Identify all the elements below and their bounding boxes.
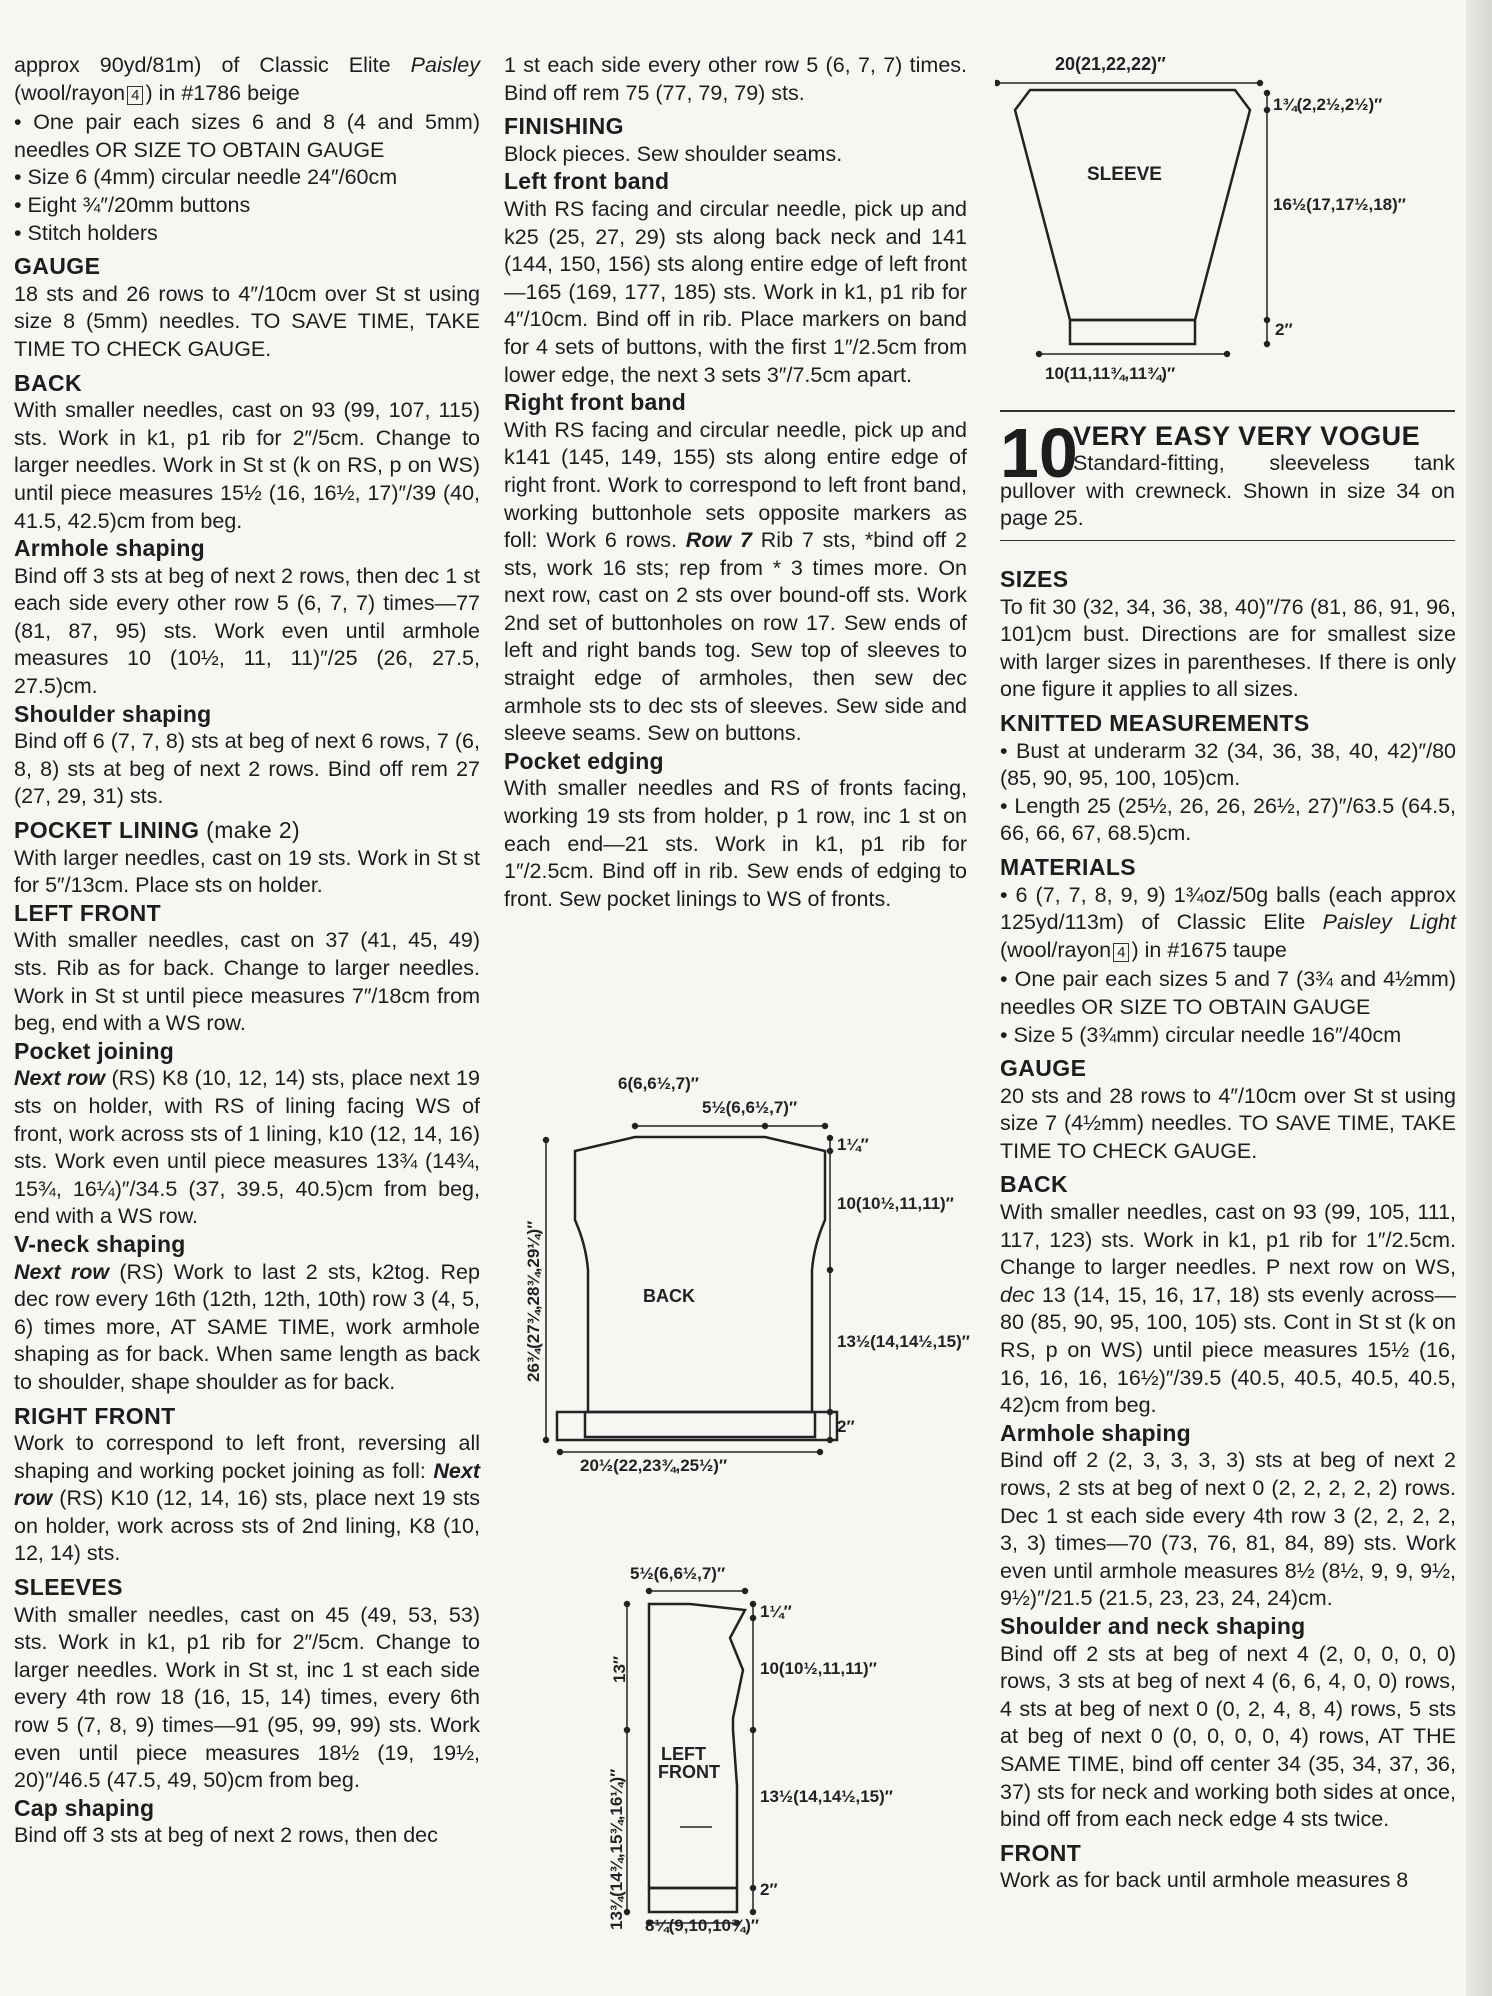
materials-continued: approx 90yd/81m) of Classic Elite Paisley (wool/rayon 4 ) in #1786 beige bbox=[14, 53, 480, 105]
materials-needles-2: • One pair each sizes 5 and 7 (3¾ and 4½mm) needles OR SIZE TO OBTAIN GAUGE bbox=[1000, 967, 1456, 1019]
front-width-label: 8¼(9,10,10¾)″ bbox=[645, 1916, 759, 1935]
front-label-2: FRONT bbox=[658, 1762, 720, 1782]
vneck-heading: V-neck shaping bbox=[14, 1230, 186, 1257]
back-text: With smaller needles, cast on 93 (99, 107, 115) sts. Work in k1, p1 rib for 2″/5cm. Change to larger needles. Work in St st (k on RS, p on WS) until piece measures 15½ (16, 16½, 17)″/39 (40, 41.5, 42.5)cm from beg. bbox=[14, 398, 480, 533]
title-rule-top bbox=[1000, 410, 1455, 412]
materials-yarn: • 6 (7, 7, 8, 9, 9) 1¾oz/50g balls (each approx 125yd/113m) of Classic Elite Paisley Light (wool/rayon 4 ) in #1675 taupe bbox=[1000, 882, 1456, 962]
sleeve-cap-label: 1¾(2,2½,2½)″ bbox=[1273, 95, 1383, 114]
back-diagram-outline bbox=[500, 1070, 970, 1480]
gauge-heading: GAUGE bbox=[14, 253, 101, 280]
title-rule-bottom bbox=[1000, 540, 1455, 541]
sizes-heading: SIZES bbox=[1000, 566, 1069, 592]
sleeves-heading: SLEEVES bbox=[14, 1574, 123, 1601]
column-right bbox=[1000, 560, 1456, 1895]
sleeves-text: With smaller needles, cast on 45 (49, 53, 53) sts. Work in k1, p1 rib for 2″/5cm. Change to larger needles. Work in St st, inc 1 st each side every 4th row 18 (16, 15, 14) times, every 6th row 5 (7, 8, 9) times—91 (95, 99, 99) sts. Work even until piece measures 18½ (19, 19½, 20)″/46.5 (47.5, 49, 50)cm from beg. bbox=[14, 1602, 480, 1793]
right-front-text: Work to correspond to left front, reversing all shaping and working pocket joining as foll: Next row (RS) K10 (12, 14, 16) sts, place next 19 sts on holder, work across sts of 2nd lining, K8 (10, 12, 14) sts. bbox=[14, 1431, 480, 1566]
sleeve-length-label: 16½(17,17½,18)″ bbox=[1273, 195, 1406, 214]
shoulder-neck-heading: Shoulder and neck shaping bbox=[1000, 1612, 1306, 1639]
front-text: Work as for back until armhole measures 8 bbox=[1000, 1868, 1409, 1893]
vneck-text: Next row (RS) Work to last 2 sts, k2tog. Rep dec row every 16th (12th, 12th, 10th) row 3 (4, 5, 6) times more, AT SAME TIME, work armhole shaping as for back. When same length as back to shoulder, shape shoulder as for back. bbox=[14, 1259, 480, 1394]
front-rib-label: 2″ bbox=[760, 1880, 778, 1899]
materials-holders: • Stitch holders bbox=[14, 220, 158, 245]
sleeve-bottom-label: 10(11,11¾,11¾)″ bbox=[1045, 364, 1176, 383]
materials-circular-2: • Size 5 (3¾mm) circular needle 16″/40cm bbox=[1000, 1022, 1402, 1047]
back-rib-label: 2″ bbox=[837, 1417, 855, 1436]
left-band-text: With RS facing and circular needle, pick up and k25 (25, 27, 29) sts along back neck and 141 (144, 150, 156) sts along entire edge of left front—165 (169, 177, 185) sts. Work in k1, p1 rib for 4″/10cm. Bind off in rib. Place markers on band for 4 sets of buttons, with the first 1″/2.5cm from lower edge, the next 3 sets 3″/7.5cm apart. bbox=[504, 196, 967, 387]
sleeve-label: SLEEVE bbox=[1087, 164, 1162, 185]
front-heading: FRONT bbox=[1000, 1839, 1082, 1866]
materials-heading: MATERIALS bbox=[1000, 853, 1137, 880]
front-vneck-label: 13″ bbox=[610, 1655, 629, 1683]
front-label-1: LEFT bbox=[661, 1744, 706, 1764]
right-band-heading: Right front band bbox=[504, 389, 687, 416]
left-band-heading: Left front band bbox=[504, 168, 670, 195]
pattern-title: VERY EASY VERY VOGUE bbox=[1073, 421, 1421, 451]
sizes-text: To fit 30 (32, 34, 36, 38, 40)″/76 (81, 86, 91, 96, 101)cm bust. Directions are for smallest size with larger sizes in parentheses. If there is only one figure it applies to all sizes. bbox=[1000, 594, 1456, 702]
page-edge bbox=[1466, 0, 1492, 1996]
materials-circular: • Size 6 (4mm) circular needle 24″/60cm bbox=[14, 165, 398, 190]
finishing-heading: FINISHING bbox=[504, 113, 624, 140]
cap-text: Bind off 3 sts at beg of next 2 rows, then dec bbox=[14, 1823, 438, 1848]
left-front-text: With smaller needles, cast on 37 (41, 45, 49) sts. Rib as for back. Change to larger needles. Work in St st until piece measures 7″/18cm from beg, end with a WS row. bbox=[14, 928, 480, 1036]
front-shoulder-label: 5½(6,6½,7)″ bbox=[630, 1564, 726, 1583]
column-middle bbox=[504, 52, 967, 913]
back-width-label: 20½(22,23¾,25½)″ bbox=[580, 1456, 728, 1475]
cap-heading: Cap shaping bbox=[14, 1794, 155, 1821]
back-diagram bbox=[500, 1070, 970, 1480]
gauge-text-2: 20 sts and 28 rows to 4″/10cm over St st using size 7 (4½mm) needles. TO SAVE TIME, TAKE TIME TO CHECK GAUGE. bbox=[1000, 1083, 1456, 1163]
armhole-heading: Armhole shaping bbox=[14, 535, 205, 562]
front-length-label: 13¾(14¾,15¾,16¼)″ bbox=[607, 1768, 626, 1930]
armhole-heading-2: Armhole shaping bbox=[1000, 1419, 1191, 1446]
materials-buttons: • Eight ¾″/20mm buttons bbox=[14, 192, 251, 217]
armhole-text-2: Bind off 2 (2, 3, 3, 3, 3) sts at beg of next 2 rows, 2 sts at beg of next 0 (2, 2, 2, 2, 2) rows. Dec 1 st each side every 4th row 3 (2, 2, 2, 2, 3, 3) times—70 (73, 76, 81, 84, 89) sts. Work even until armhole measures 8½ (8½, 9, 9, 9½, 9½)″/21.5 (21.5, 23, 23, 24, 24)cm. bbox=[1000, 1448, 1456, 1611]
measurements-bust: • Bust at underarm 32 (34, 36, 38, 40, 42)″/80 (85, 90, 95, 100, 105)cm. bbox=[1000, 738, 1456, 791]
shoulder-text: Bind off 6 (7, 7, 8) sts at beg of next 6 rows, 7 (6, 8, 8) sts at beg of next 2 rows. Bind off rem 27 (27, 29, 31) sts. bbox=[14, 729, 480, 809]
sleeve-diagram bbox=[995, 48, 1465, 388]
gauge-text: 18 sts and 26 rows to 4″/10cm over St st using size 8 (5mm) needles. TO SAVE TIME, TAKE TIME TO CHECK GAUGE. bbox=[14, 281, 480, 361]
finishing-text: Block pieces. Sew shoulder seams. bbox=[504, 141, 843, 166]
column-left bbox=[14, 52, 480, 1850]
front-slope-label: 1¼″ bbox=[760, 1602, 792, 1621]
pocket-joining-heading: Pocket joining bbox=[14, 1037, 174, 1064]
back-armhole-label: 10(10½,11,11)″ bbox=[837, 1194, 954, 1213]
back-text-2: With smaller needles, cast on 93 (99, 105, 111, 117, 123) sts. Work in k1, p1 rib for 1″/2.5cm. Change to larger needles. P next row on WS, dec 13 (14, 15, 16, 17, 18) sts evenly across—80 (85, 90, 95, 100, 105) sts. Cont in St st (k on RS, p on WS) until piece measures 15½ (16, 16, 16, 16, 16½)″/39.5 (40.5, 40.5, 40.5, 40.5, 42)cm from beg. bbox=[1000, 1200, 1456, 1418]
right-front-heading: RIGHT FRONT bbox=[14, 1402, 176, 1429]
shoulder-neck-text: Bind off 2 sts at beg of next 4 (2, 0, 0, 0, 0) rows, 3 sts at beg of next 4 (6, 6, 4, 0, 0) rows, 4 sts at beg of next 0 (0, 2, 4, 8, 4) rows, 5 sts at beg of next 0 (0, 0, 0, 0, 4) rows, AT THE SAME TIME, bind off center 34 (35, 34, 37, 36, 37) sts for neck and working both sides at once, bind off from each neck edge 4 sts twice. bbox=[1000, 1641, 1456, 1832]
shoulder-heading: Shoulder shaping bbox=[14, 700, 212, 727]
back-slope-label: 1¼″ bbox=[837, 1135, 869, 1154]
back-length-label: 26¾(27¾,28¾,29¼)″ bbox=[524, 1220, 543, 1382]
cap-continued: 1 st each side every other row 5 (6, 7, 7) times. Bind off rem 75 (77, 79, 79) sts. bbox=[504, 53, 967, 105]
pocket-lining-text: With larger needles, cast on 19 sts. Work in St st for 5″/13cm. Place sts on holder. bbox=[14, 845, 480, 898]
pocket-edging-text: With smaller needles and RS of fronts facing, working 19 sts from holder, p 1 row, inc 1 st on each end—21 sts. Work in k1, p1 rib for 1″/2.5cm. Bind off in rib. Sew ends of edging to front. Sew pocket linings to WS of fronts. bbox=[504, 776, 967, 911]
materials-needles: • One pair each sizes 6 and 8 (4 and 5mm) needles OR SIZE TO OBTAIN GAUGE bbox=[14, 110, 480, 162]
pattern-subtitle: Standard-fitting, sleeveless tank pullover with crewneck. Shown in size 34 on page 25. bbox=[1000, 451, 1455, 531]
measurements-length: • Length 25 (25½, 26, 26, 26½, 27)″/63.5 (64.5, 66, 66, 67, 68.5)cm. bbox=[1000, 793, 1456, 846]
pocket-joining-text: Next row (RS) K8 (10, 12, 14) sts, place next 19 sts on holder, with RS of lining facing WS of front, work across sts of 1 lining, k10 (12, 14, 16) sts. Work even until piece measures 13¾ (14¾, 15¾, 16¼)″/34.5 (37, 39.5, 40.5)cm from beg, end with a WS row. bbox=[14, 1066, 480, 1229]
left-front-heading: LEFT FRONT bbox=[14, 899, 162, 926]
front-armhole-label: 10(10½,11,11)″ bbox=[760, 1659, 877, 1678]
back-label: BACK bbox=[643, 1286, 695, 1306]
right-band-text: With RS facing and circular needle, pick up and k141 (145, 149, 155) sts along entire edge of right front. Work to correspond to left front band, working buttonhole sets opposite markers as foll: Work 6 rows. Row 7 Rib 7 sts, *bind off 2 sts, work 16 sts; rep from * 3 times more. On next row, cast on 2 sts over bound-off sts. Work 2nd set of buttonholes on row 17. Sew ends of left and right bands tog. Sew top of sleeves to straight edge of armholes, then sew dec armhole sts to dec sts of sleeves. Sew side and sleeve seams. Sew on buttons. bbox=[504, 417, 967, 746]
sleeve-cuff-label: 2″ bbox=[1275, 320, 1293, 339]
pocket-lining-heading: POCKET LINING (make 2) bbox=[14, 817, 301, 844]
pocket-edging-heading: Pocket edging bbox=[504, 747, 664, 774]
front-side-label: 13½(14,14½,15)″ bbox=[760, 1787, 893, 1806]
measurements-heading: KNITTED MEASUREMENTS bbox=[1000, 709, 1310, 736]
back-neck-label: 6(6,6½,7)″ bbox=[618, 1074, 699, 1093]
back-heading-2: BACK bbox=[1000, 1171, 1069, 1198]
back-heading: BACK bbox=[14, 369, 83, 396]
sleeve-top-label: 20(21,22,22)″ bbox=[1055, 54, 1166, 74]
back-side-label: 13½(14,14½,15)″ bbox=[837, 1332, 970, 1351]
back-shoulder-label: 5½(6,6½,7)″ bbox=[702, 1098, 798, 1117]
gauge-heading-2: GAUGE bbox=[1000, 1055, 1087, 1082]
armhole-text: Bind off 3 sts at beg of next 2 rows, then dec 1 st each side every other row 5 (6, 7, 7) times—77 (81, 87, 95) sts. Work even until armhole measures 10 (10½, 11, 11)″/25 (26, 27.5, 27.5)cm. bbox=[14, 563, 480, 699]
sleeve-diagram-outline bbox=[995, 48, 1465, 388]
pattern-number: 10 bbox=[1000, 414, 1078, 492]
left-front-diagram bbox=[585, 1558, 965, 1938]
